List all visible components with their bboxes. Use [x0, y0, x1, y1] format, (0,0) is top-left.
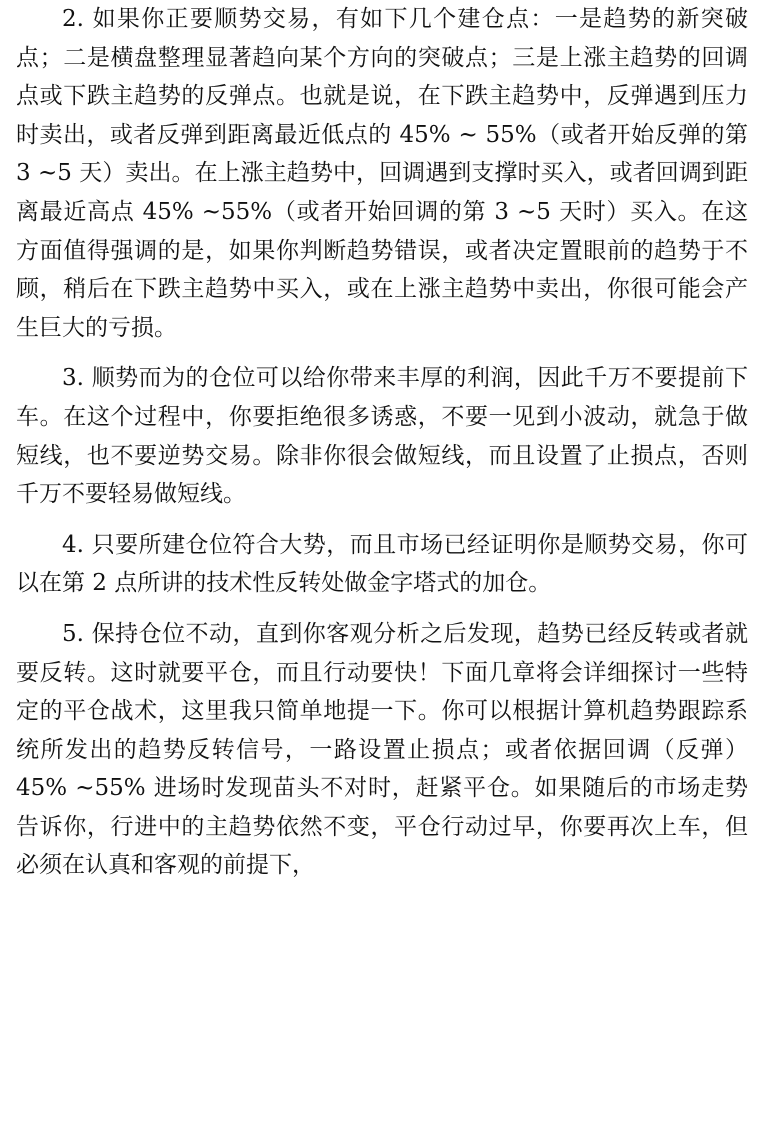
paragraph-4: 4. 只要所建仓位符合大势，而且市场已经证明你是顺势交易，你可以在第 2 点所讲的技术性反转处做金字塔式的加仓。 [16, 531, 748, 597]
paragraph-3: 3. 顺势而为的仓位可以给你带来丰厚的利润，因此千万不要提前下车。在这个过程中，你要拒绝很多诱惑，不要一见到小波动，就急于做短线，也不要逆势交易。除非你很会做短线，而且设置了止损点，否则千万不要轻易做短线。 [16, 365, 748, 508]
paragraph-5: 5. 保持仓位不动，直到你客观分析之后发现，趋势已经反转或者就要反转。这时就要平仓，而且行动要快！下面几章将会详细探讨一些特定的平仓战术，这里我只简单地提一下。你可以根据计算机趋势跟踪系统所发出的趋势反转信号，一路设置止损点；或者依据回调（反弹）45% ~55% 进场时发现苗头不对时，赶紧平仓。如果随后的市场走势告诉你，行进中的主趋势依然不变，平仓行动过早，你要再次上车，但必须在认真和客观的前提下， [16, 620, 748, 879]
paragraph-2: 2. 如果你正要顺势交易，有如下几个建仓点：一是趋势的新突破点；二是横盘整理显著趋向某个方向的突破点；三是上涨主趋势的回调点或下跌主趋势的反弹点。也就是说，在下跌主趋势中，反弹遇到压力时卖出，或者反弹到距离最近低点的 45% ~ 55%（或者开始反弹的第 3 ~5 天）卖出。在上涨主趋势中，回调遇到支撑时买入，或者回调到距离最近高点 45% ~55%（或者开始回调的第 3 ~5 天时）买入。在这方面值得强调的是，如果你判断趋势错误，或者决定置眼前的趋势于不顾，稍后在下跌主趋势中买入，或在上涨主趋势中卖出，你很可能会产生巨大的亏损。 [16, 6, 748, 341]
